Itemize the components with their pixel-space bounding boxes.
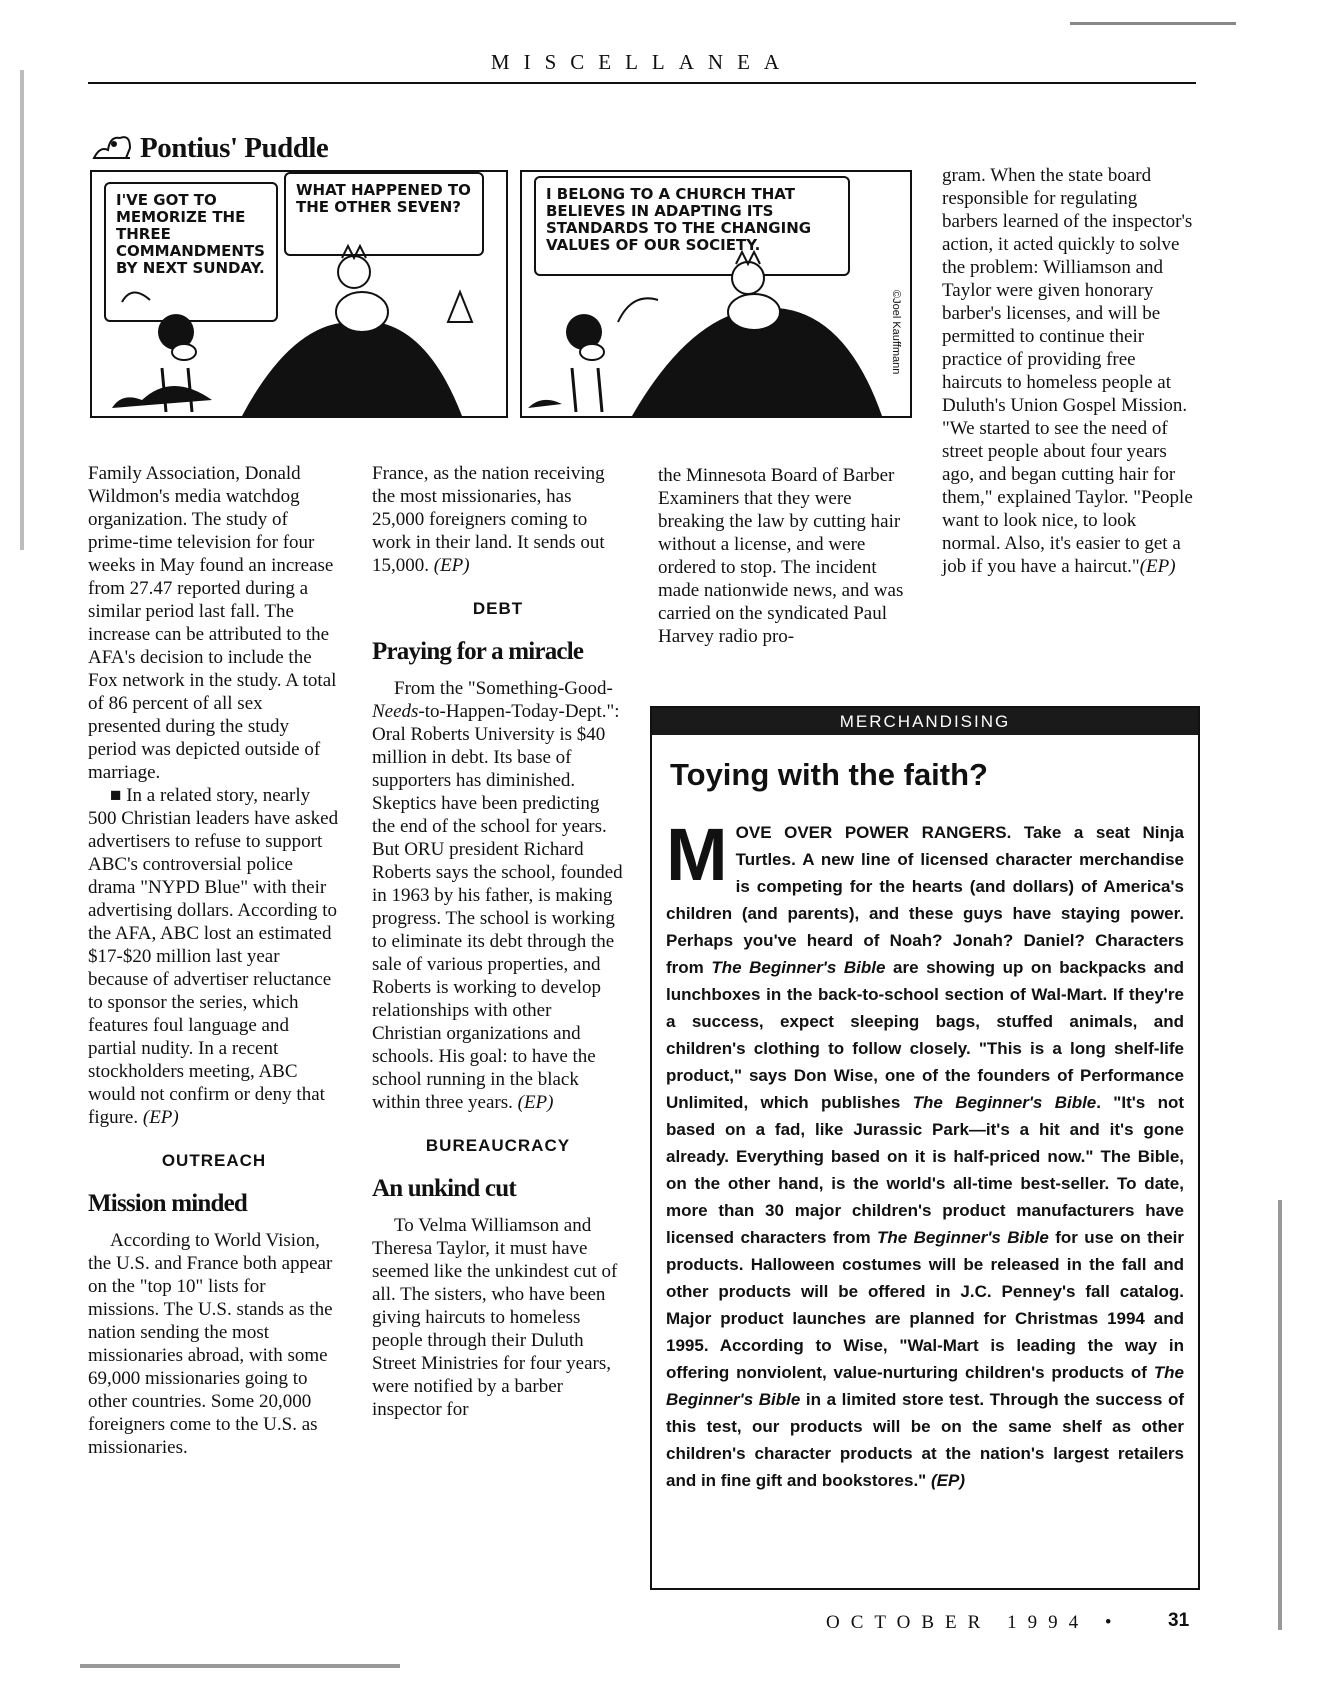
- headline-praying-for-a-miracle: Praying for a miracle: [372, 638, 584, 665]
- scan-edge-right: [1278, 1200, 1282, 1630]
- scan-edge-left: [20, 70, 24, 550]
- bullet-separator: •: [1104, 1612, 1112, 1633]
- header-rule: [88, 82, 1196, 84]
- headline-an-unkind-cut: An unkind cut: [372, 1175, 516, 1202]
- issue-date: OCTOBER 1994 •: [826, 1612, 1112, 1633]
- paragraph: ■ In a related story, nearly 500 Christian leaders have asked advertisers to refuse to support ABC's controversial police drama "NYPD Blue" with their advertising dollars. According to the AFA, ABC lost an estimated $17-$20 million last year because of advertiser reluctance to sponsor the series, which features foul language and partial nudity. In a recent stockholders meeting, ABC would not confirm or deny that figure. (EP): [88, 785, 339, 1128]
- scan-edge-bottom: [80, 1664, 400, 1668]
- box-title: Toying with the faith?: [670, 757, 988, 792]
- section-header: MISCELLANEA: [490, 50, 794, 74]
- column-2: [372, 462, 624, 1421]
- column-1: [88, 462, 340, 1459]
- comic-scene-1: [92, 172, 506, 416]
- paragraph: To Velma Williamson and Theresa Taylor, it must have seemed like the unkindest cut of all. The sisters, who have been giving haircuts to homeless people through their Duluth Street Ministries for four years, were notified by a barber inspector for: [372, 1215, 618, 1420]
- comic-credit: ©Joel Kauffmann: [890, 290, 902, 375]
- section-label-debt: DEBT: [472, 599, 524, 618]
- column-4: [942, 164, 1196, 578]
- comic-panel-1: [90, 170, 508, 418]
- merchandising-box: [650, 706, 1200, 1590]
- paragraph: From the "Something-Good-Needs-to-Happen-Today-Dept.": Oral Roberts University is $40 million in debt. Its base of supporters has diminished. Skeptics have been predicting the end of the school for years. But ORU president Richard Roberts says the school, founded in 1963 by his father, is making progress. The school is working to eliminate its debt through the sale of various properties, and Roberts is working to develop relationships with other Christian organizations and schools. His goal: to have the school running in the black within three years. (EP): [372, 678, 623, 1113]
- bullet-icon: ■: [110, 785, 122, 806]
- comic-title: Pontius' Puddle: [140, 132, 329, 164]
- drop-cap: M: [666, 813, 728, 896]
- paragraph: France, as the nation receiving the most missionaries, has 25,000 foreigners coming to work in their land. It sends out 15,000. (EP): [372, 463, 605, 576]
- box-label: MERCHANDISING: [652, 708, 1198, 735]
- speech-bubble-right: WHAT HAPPENED TO THE OTHER SEVEN?: [284, 172, 484, 256]
- paragraph: Family Association, Donald Wildmon's media watchdog organization. The study of prime-time television for four weeks in May found an increase from 27.47 reported during a similar period last fall. The increase can be attributed to the AFA's decision to include the Fox network in the study. A total of 86 percent of all sex presented during the study period was depicted outside of marriage.: [88, 463, 337, 783]
- page-number: 31: [1168, 1610, 1190, 1631]
- comic-logo-icon: [90, 128, 134, 167]
- paragraph: According to World Vision, the U.S. and France both appear on the "top 10" lists for missions. The U.S. stands as the nation sending the most missionaries abroad, with some 69,000 missionaries going to other countries. Some 20,000 foreigners come to the U.S. as missionaries.: [88, 1230, 333, 1458]
- section-label-bureaucracy: BUREAUCRACY: [425, 1136, 571, 1155]
- section-label-outreach: OUTREACH: [161, 1151, 267, 1170]
- speech-bubble-left: I'VE GOT TO MEMORIZE THE THREE COMMANDMENTS BY NEXT SUNDAY.: [104, 182, 278, 322]
- comic-panel-2: [520, 170, 912, 418]
- paragraph: the Minnesota Board of Barber Examiners that they were breaking the law by cutting hair without a license, and were ordered to stop. The incident made nationwide news, and was carried on the syndicated Paul Harvey radio pro-: [658, 465, 904, 647]
- speech-bubble-church: I BELONG TO A CHURCH THAT BELIEVES IN ADAPTING ITS STANDARDS TO THE CHANGING VALUES OF OUR SOCIETY.: [534, 176, 850, 276]
- box-body: MOVE OVER POWER RANGERS. Take a seat Ninja Turtles. A new line of licensed character merchandise is competing for the hearts (and dollars) of America's children (and parents), and these guys have staying power. Perhaps you've heard of Noah? Jonah? Daniel? Characters from The Beginner's Bible are showing up on backpacks and lunchboxes in the back-to-school section of Wal-Mart. If they're a success, expect sleeping bags, stuffed animals, and children's clothing to follow closely. "This is a long shelf-life product," says Don Wise, one of the founders of Performance Unlimited, which publishes The Beginner's Bible. "It's not based on a fad, like Jurassic Park—it's a hit and it's gone already. Everything based on it is half-priced now." The Bible, on the other hand, is the world's all-time best-seller. To date, more than 30 major children's product manufacturers have licensed characters from The Beginner's Bible for use on their products. Halloween costumes will be released in the fall and other products will be offered in J.C. Penney's fall catalog. Major product launches are planned for Christmas 1994 and 1995. According to Wise, "Wal-Mart is leading the way in offering nonviolent, value-nurturing children's products of The Beginner's Bible in a limited store test. Through the success of this test, our products will be on the same shelf as other children's character products at the nation's largest retailers and in fine gift and bookstores." (EP): [666, 813, 1185, 1490]
- scan-edge-top: [1070, 22, 1236, 25]
- headline-mission-minded: Mission minded: [88, 1190, 247, 1217]
- comic-scene-2: [522, 172, 910, 416]
- column-3: [658, 464, 910, 648]
- paragraph: gram. When the state board responsible for regulating barbers learned of the inspector's action, it acted quickly to solve the problem: Williamson and Taylor were given honorary barber's licenses, and will be permitted to continue their practice of providing free haircuts to homeless people at Duluth's Union Gospel Mission. "We started to see the need of street people about four years ago, and began cutting hair for them," explained Taylor. "People want to look nice, to look normal. Also, it's easier to get a job if you have a haircut."(EP): [942, 165, 1193, 577]
